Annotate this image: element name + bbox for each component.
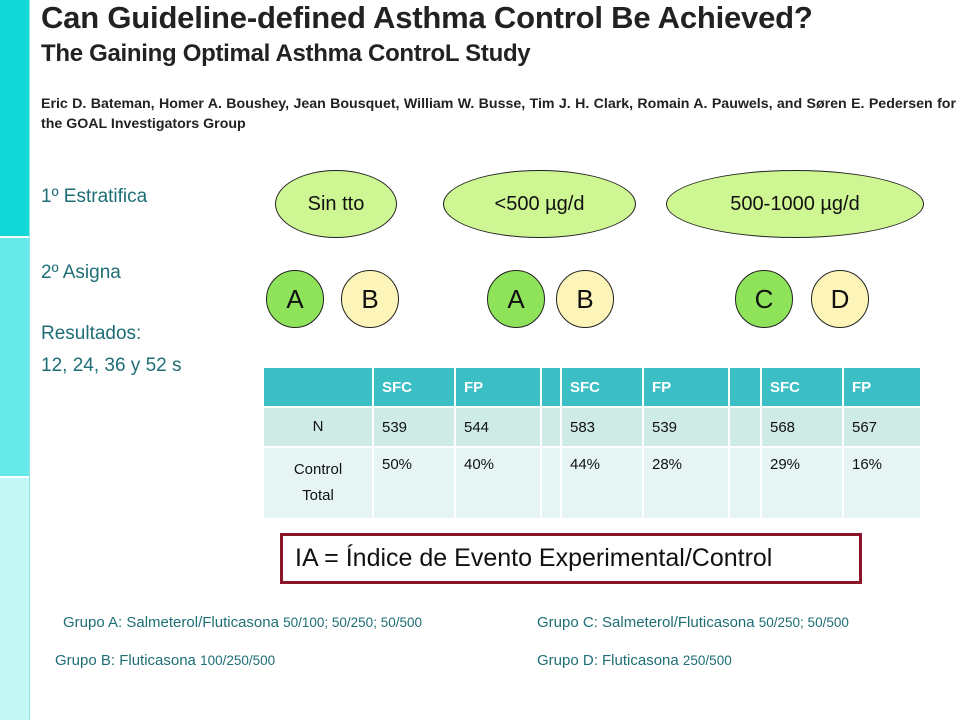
authors: Eric D. Bateman, Homer A. Boushey, Jean Bousquet, William W. Busse, Tim J. H. Clark, Romain A. Pauwels, and Søren E. Pedersen for the GOAL Investigators Group xyxy=(41,96,956,132)
legend-group-d-name: Grupo D: Fluticasona xyxy=(537,652,683,669)
stratum-ellipse-mid-dose xyxy=(666,170,924,238)
table-header-cell: FP xyxy=(456,368,540,406)
group-circle-b xyxy=(556,270,614,328)
results-weeks: 12, 24, 36 y 52 s xyxy=(41,355,182,376)
results-label: Resultados: xyxy=(41,323,142,344)
row-label-line: Total xyxy=(302,487,334,504)
stratum-ellipse-no-treatment xyxy=(275,170,397,238)
table-header-cell: FP xyxy=(844,368,920,406)
legend-group-c xyxy=(537,614,849,631)
legend-group-b-doses: 100/250/500 xyxy=(200,653,276,668)
table-header-cell: SFC xyxy=(762,368,842,406)
legend-group-b-name: Grupo B: Fluticasona xyxy=(55,652,201,669)
table-cell: 29% xyxy=(762,448,842,518)
legend-group-a xyxy=(63,614,422,631)
group-circle-a xyxy=(266,270,324,328)
legend-group-c-doses: 50/250; 50/500 xyxy=(758,615,849,630)
table-header-cell xyxy=(730,368,760,406)
row-label-control-total xyxy=(264,448,372,518)
table-cell: 539 xyxy=(644,408,728,446)
ia-definition-box xyxy=(280,533,862,584)
legend-group-a-name: Grupo A: Salmeterol/Fluticasona xyxy=(63,614,284,631)
table-cell: 544 xyxy=(456,408,540,446)
legend-group-c-name: Grupo C: Salmeterol/Fluticasona xyxy=(537,614,759,631)
table-cell xyxy=(542,448,560,518)
group-label: B xyxy=(361,283,379,314)
group-circle-a xyxy=(487,270,545,328)
table-header-cell: SFC xyxy=(562,368,642,406)
table-cell: 16% xyxy=(844,448,920,518)
table-row xyxy=(264,408,920,446)
table-cell: 44% xyxy=(562,448,642,518)
table-header-cell: SFC xyxy=(374,368,454,406)
table-header-cell xyxy=(542,368,560,406)
table-cell: 568 xyxy=(762,408,842,446)
table-cell xyxy=(730,448,760,518)
page-subtitle: The Gaining Optimal Asthma ControL Study xyxy=(41,40,531,67)
group-label: A xyxy=(286,283,304,314)
table-cell xyxy=(730,408,760,446)
page-title: Can Guideline-defined Asthma Control Be Achieved? xyxy=(41,0,813,35)
step-stratify: 1º Estratifica xyxy=(41,186,148,207)
left-strip-bottom xyxy=(0,478,29,720)
group-label: B xyxy=(576,283,594,314)
step-assign: 2º Asigna xyxy=(41,262,121,283)
left-strip-top xyxy=(0,0,29,236)
table-header-cell: FP xyxy=(644,368,728,406)
table-cell: 40% xyxy=(456,448,540,518)
table-header-cell xyxy=(264,368,372,406)
table-cell: 539 xyxy=(374,408,454,446)
group-label: A xyxy=(507,283,525,314)
stratum-label: <500 µg/d xyxy=(494,192,585,215)
group-label: D xyxy=(830,283,850,314)
table-cell: 28% xyxy=(644,448,728,518)
row-label-line: Control xyxy=(293,461,343,478)
ia-definition-text: IA = Índice de Evento Experimental/Control xyxy=(295,544,773,572)
table-cell: 567 xyxy=(844,408,920,446)
legend-group-a-doses: 50/100; 50/250; 50/500 xyxy=(283,615,422,630)
group-circle-b xyxy=(341,270,399,328)
legend-group-d xyxy=(537,652,732,669)
legend-group-d-doses: 250/500 xyxy=(682,653,732,668)
group-label: C xyxy=(754,283,774,314)
legend-group-b xyxy=(55,652,275,669)
results-table xyxy=(262,366,922,520)
stratum-ellipse-low-dose xyxy=(443,170,636,238)
table-row xyxy=(264,448,920,518)
group-circle-c xyxy=(735,270,793,328)
table-cell: 583 xyxy=(562,408,642,446)
table-header-row xyxy=(264,368,920,406)
left-strip-divider xyxy=(29,0,30,720)
stratum-label: Sin tto xyxy=(307,192,365,215)
stratum-label: 500-1000 µg/d xyxy=(730,192,860,215)
table-cell: 50% xyxy=(374,448,454,518)
left-strip-middle xyxy=(0,238,29,476)
table-cell xyxy=(542,408,560,446)
group-circle-d xyxy=(811,270,869,328)
row-label-n: N xyxy=(264,408,372,446)
